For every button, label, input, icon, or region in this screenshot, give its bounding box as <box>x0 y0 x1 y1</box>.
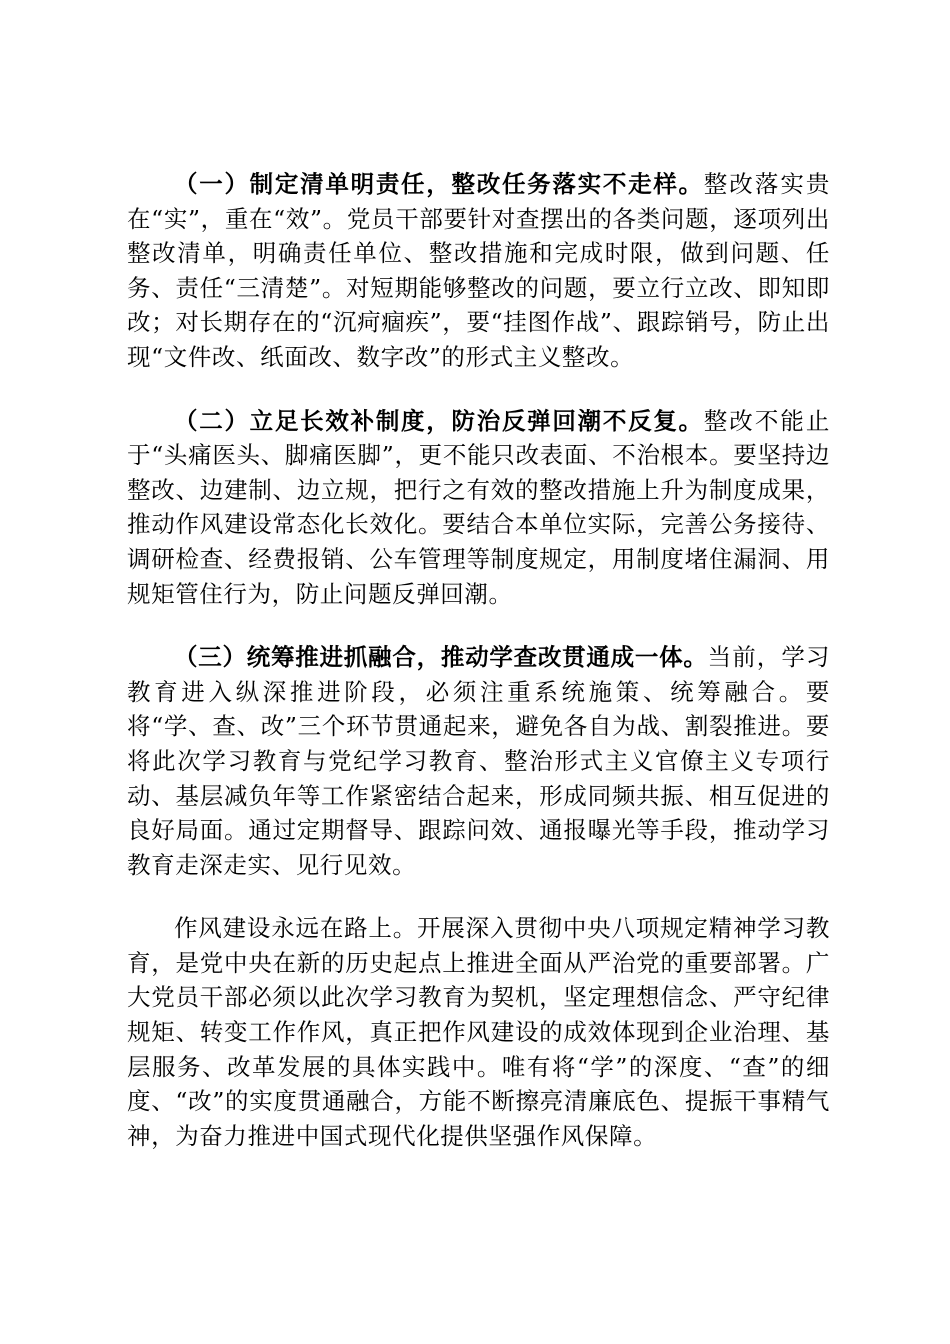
document-body <box>127 167 830 1182</box>
paragraph-text: 作风建设永远在路上。开展深入贯彻中央八项规定精神学习教育，是党中央在新的历史起点上推进全面从严治党的重要部署。广大党员干部必须以此次学习教育为契机，坚定理想信念、严守纪律规矩、转变工作作风，真正把作风建设的成效体现到企业治理、基层服务、改革发展的具体实践中。唯有将“学”的深度、“查”的细度、“改”的实度贯通融合，方能不断擦亮清廉底色、提振干事精气神，为奋力推进中国式现代化提供坚强作风保障。 <box>127 914 830 1150</box>
paragraph-4 <box>127 911 830 1153</box>
paragraph-heading: （二）立足长效补制度，防治反弹回潮不反复。 <box>174 406 704 435</box>
paragraph-3 <box>127 640 830 882</box>
paragraph-heading: （一）制定清单明责任，整改任务落实不走样。 <box>174 170 704 198</box>
paragraph-text: 整改落实贵在“实”，重在“效”。党员干部要针对查摆出的各类问题，逐项列出整改清单，明确责任单位、整改措施和完成时限，做到问题、任务、责任“三清楚”。对短期能够整改的问题，要立行立改、即知即改；对长期存在的“沉疴痼疾”，要“挂图作战”、跟踪销号，防止出现“文件改、纸面改、数字改”的形式主义整改。 <box>127 170 830 371</box>
paragraph-1 <box>127 167 830 375</box>
paragraph-2 <box>127 404 830 612</box>
paragraph-text: 当前，学习教育进入纵深推进阶段，必须注重系统施策、统筹融合。要将“学、查、改”三个环节贯通起来，避免各自为战、割裂推进。要将此次学习教育与党纪学习教育、整治形式主义官僚主义专项行动、基层减负年等工作紧密结合起来，形成同频共振、相互促进的良好局面。通过定期督导、跟踪问效、通报曝光等手段，推动学习教育走深走实、见行见效。 <box>127 643 831 879</box>
paragraph-heading: （三）统筹推进抓融合，推动学查改贯通成一体。 <box>174 643 708 672</box>
paragraph-text: 整改不能止于“头痛医头、脚痛医脚”，更不能只改表面、不治根本。要坚持边整改、边建制、边立规，把行之有效的整改措施上升为制度成果，推动作风建设常态化长效化。要结合本单位实际，完善公务接待、调研检查、经费报销、公车管理等制度规定，用制度堵住漏洞、用规矩管住行为，防止问题反弹回潮。 <box>127 406 830 608</box>
